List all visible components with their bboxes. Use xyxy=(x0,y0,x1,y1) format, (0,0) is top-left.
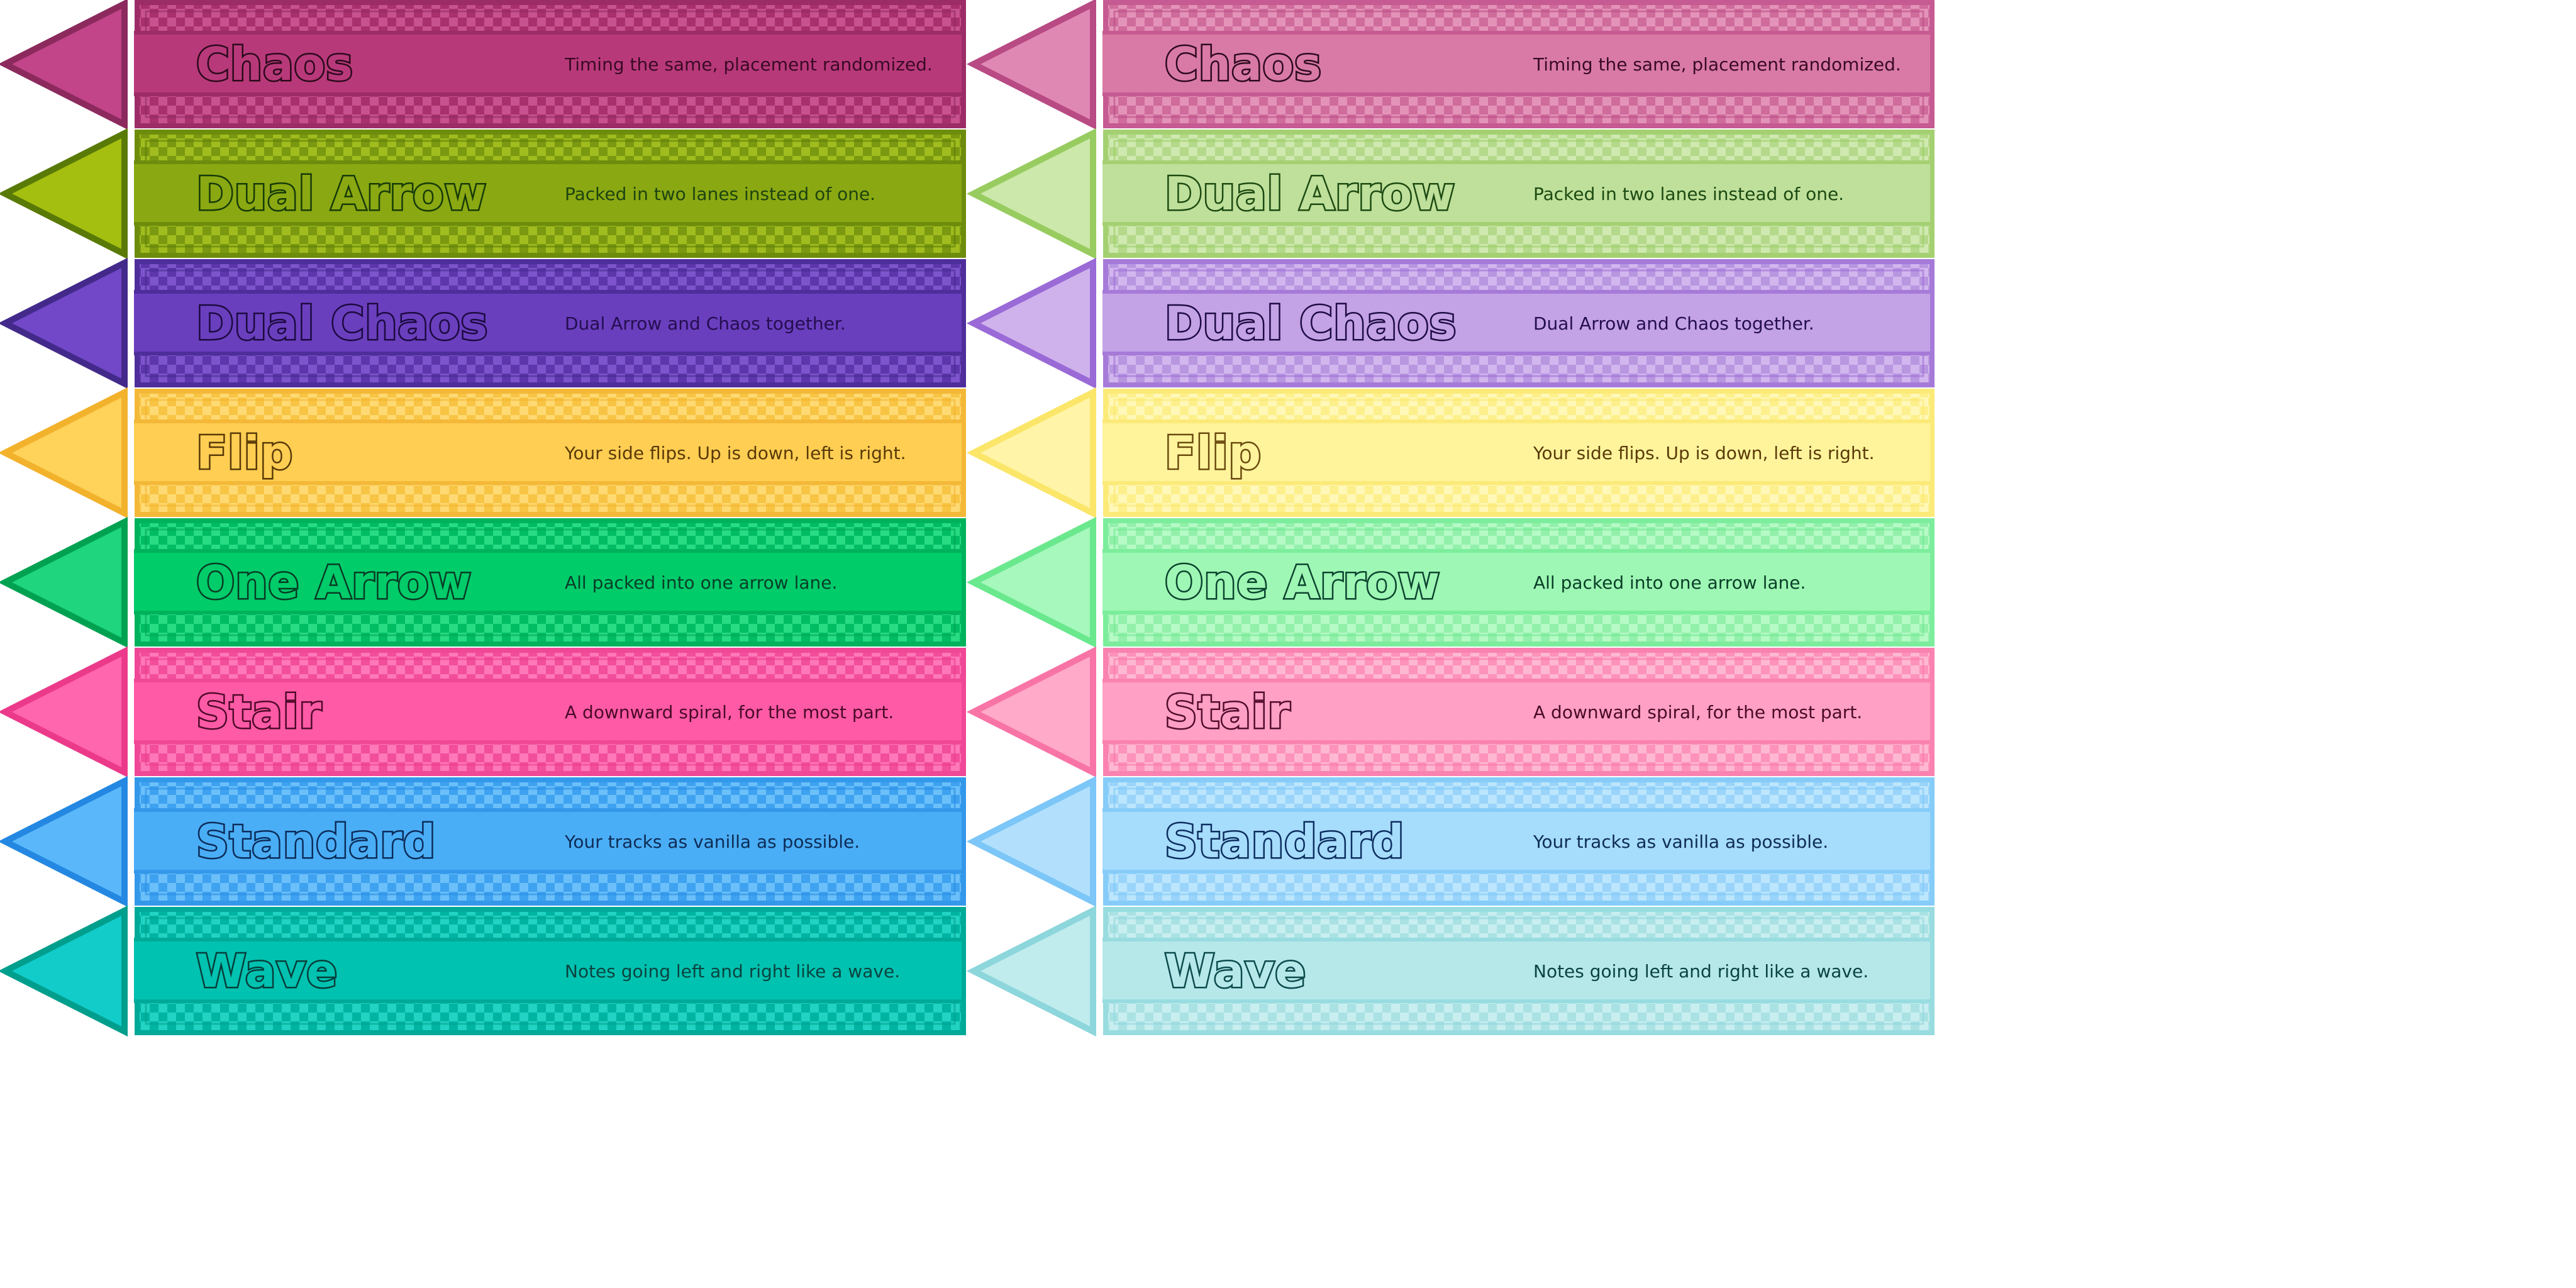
arrow-head-icon xyxy=(974,652,1093,772)
banner-description: Dual Arrow and Chaos together. xyxy=(565,313,846,334)
arrow-head-icon xyxy=(974,781,1093,902)
banner-title: One Arrow xyxy=(196,556,472,609)
banner-description: Timing the same, placement randomized. xyxy=(565,53,933,75)
banner-title: Dual Arrow xyxy=(196,167,487,220)
banner-title: Standard xyxy=(196,815,436,868)
banner-stair-saturated xyxy=(0,648,969,776)
arrow-head-icon xyxy=(5,133,125,254)
banner-one-arrow-pastel xyxy=(969,518,1937,647)
banner-title: Chaos xyxy=(1165,38,1323,91)
banner-description: Timing the same, placement randomized. xyxy=(1533,53,1901,75)
banner-description: Dual Arrow and Chaos together. xyxy=(1533,313,1814,334)
arrow-head-icon xyxy=(5,263,125,384)
banner-title: Stair xyxy=(1165,686,1291,738)
banner-title: Flip xyxy=(196,426,294,479)
banner-description: Your tracks as vanilla as possible. xyxy=(1533,831,1829,852)
banner-description: All packed into one arrow lane. xyxy=(565,572,838,593)
arrow-head-icon xyxy=(5,781,125,902)
banner-title: Dual Chaos xyxy=(1165,297,1457,350)
banner-description: Notes going left and right like a wave. xyxy=(1533,960,1869,982)
banner-description: Packed in two lanes instead of one. xyxy=(565,183,876,204)
banner-title: Chaos xyxy=(196,38,354,91)
banner-chaos-saturated xyxy=(0,0,969,128)
banner-title: Dual Chaos xyxy=(196,297,489,350)
arrow-head-icon xyxy=(974,522,1093,643)
arrow-head-icon xyxy=(974,911,1093,1031)
banner-title: Stair xyxy=(196,686,323,738)
arrow-head-icon xyxy=(5,4,125,125)
banner-title: Wave xyxy=(196,945,338,997)
banner-description: A downward spiral, for the most part. xyxy=(1533,701,1863,723)
arrow-head-icon xyxy=(974,392,1093,513)
banner-description: Packed in two lanes instead of one. xyxy=(1533,183,1845,204)
banner-description: Your side flips. Up is down, left is right. xyxy=(565,442,906,464)
banner-dual-chaos-saturated xyxy=(0,259,969,387)
banner-dual-arrow-pastel xyxy=(969,130,1937,258)
banner-description: Your side flips. Up is down, left is right. xyxy=(1533,442,1875,464)
banner-wave-pastel xyxy=(969,907,1937,1035)
banner-chaos-pastel xyxy=(969,0,1937,128)
banner-standard-pastel xyxy=(969,777,1937,906)
banner-dual-chaos-pastel xyxy=(969,259,1937,387)
banner-flip-pastel xyxy=(969,389,1937,517)
banner-title: Wave xyxy=(1165,945,1307,997)
banner-wave-saturated xyxy=(0,907,969,1035)
arrow-head-icon xyxy=(974,133,1093,254)
banner-standard-saturated xyxy=(0,777,969,906)
banner-flip-saturated xyxy=(0,389,969,517)
banner-title: Dual Arrow xyxy=(1165,167,1456,220)
banner-stair-pastel xyxy=(969,648,1937,776)
banner-title: Flip xyxy=(1165,426,1262,479)
banner-description: A downward spiral, for the most part. xyxy=(565,701,894,723)
arrow-head-icon xyxy=(974,263,1093,384)
banner-one-arrow-saturated xyxy=(0,518,969,647)
banner-dual-arrow-saturated xyxy=(0,130,969,258)
arrow-head-icon xyxy=(974,4,1093,125)
arrow-head-icon xyxy=(5,392,125,513)
arrow-head-icon xyxy=(5,652,125,772)
banner-description: All packed into one arrow lane. xyxy=(1533,572,1806,593)
arrow-head-icon xyxy=(5,522,125,643)
banner-title: One Arrow xyxy=(1165,556,1441,609)
banner-description: Notes going left and right like a wave. xyxy=(565,960,901,982)
arrow-head-icon xyxy=(5,911,125,1031)
banner-title: Standard xyxy=(1165,815,1405,868)
banner-description: Your tracks as vanilla as possible. xyxy=(565,831,860,852)
